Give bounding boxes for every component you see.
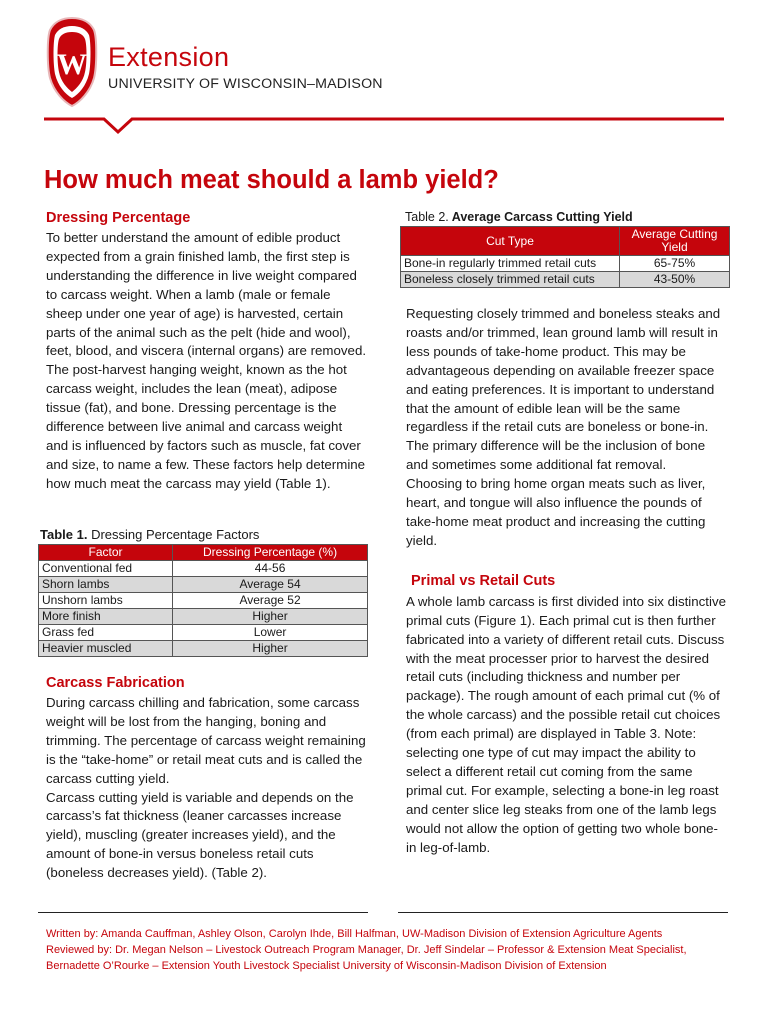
table-cell: Unshorn lambs	[39, 593, 173, 609]
table2-caption	[405, 210, 633, 224]
table-header-cell: Factor	[39, 545, 173, 561]
table-row	[39, 577, 368, 593]
credits-reviewed-by-cont: Bernadette O’Rourke – Extension Youth Livestock Specialist University of Wisconsin-Madison Division of Extension	[46, 960, 607, 972]
crest-letter: W	[57, 48, 87, 81]
carcass-text-2: Carcass cutting yield is variable and depends on the carcass’s fat thickness (leaner carcasses increase yield), muscling (greater increases yield), and the amount of bone-in versus boneless retail cuts (boneless decreases yield). (Table 2).	[46, 789, 354, 881]
brand-name: Extension	[108, 42, 230, 72]
table-cell: Lower	[173, 625, 368, 641]
cutting-yield-table	[400, 226, 730, 288]
carcass-text-1: During carcass chilling and fabrication, some carcass weight will be lost from the hanging, boning and trimming. The percentage of carcass weight remaining is the “take-home” or retail meat cuts and is called the carcass cutting yield.	[46, 695, 366, 786]
table-header-cell: Cut Type	[401, 227, 620, 256]
table-row	[39, 609, 368, 625]
table1-caption	[40, 527, 259, 542]
primal-text: A whole lamb carcass is first divided into six distinctive primal cuts (Figure 1). Each primal cut is then further fabricated into a variety of different retail cuts. Discuss with the meat processer prior to harvest the desired retail cuts (including thickness and number per package). The rough amount of each primal cut (% of the whole carcass) and the possible retail cut choices (from each primal) are displayed in Table 3. Note: selecting one type of cut may impact the ability to select a different retail cut coming from the same primal cut. For example, selecting a bone-in leg roast and center slice leg steaks from one of the lamb legs would not allow the option of getting two whole bone-in leg-of-lamb.	[406, 593, 726, 855]
table-cell: 65-75%	[620, 256, 730, 272]
table-cell: Shorn lambs	[39, 577, 173, 593]
table-cell: Average 52	[173, 593, 368, 609]
table-row	[39, 593, 368, 609]
table-cell: 43-50%	[620, 272, 730, 288]
table-header-row	[39, 545, 368, 561]
table-row	[39, 561, 368, 577]
table-cell: 44-56	[173, 561, 368, 577]
table1-caption-label: Table 1.	[40, 527, 88, 542]
header-rule	[44, 110, 724, 142]
uw-crest-logo	[44, 16, 100, 108]
table-row	[39, 625, 368, 641]
table-row	[401, 256, 730, 272]
table-header-cell: Dressing Percentage (%)	[173, 545, 368, 561]
dressing-factors-table	[38, 544, 368, 657]
table-cell: Boneless closely trimmed retail cuts	[401, 272, 620, 288]
table-cell: Heavier muscled	[39, 641, 173, 657]
table-row	[401, 272, 730, 288]
table-cell: Conventional fed	[39, 561, 173, 577]
credits-reviewed-by: Reviewed by: Dr. Megan Nelson – Livestock Outreach Program Manager, Dr. Jeff Sindelar – Professor & Extension Meat Specialist,	[46, 944, 687, 956]
table-row	[39, 641, 368, 657]
page-title: How much meat should a lamb yield?	[44, 166, 499, 194]
table2-caption-text: Average Carcass Cutting Yield	[448, 210, 633, 224]
table-cell: Grass fed	[39, 625, 173, 641]
dressing-text: To better understand the amount of edible product expected from a grain finished lamb, the first step is understanding the difference in live weight compared to carcass weight. When a lamb (male or female sheep under one year of age) is harvested, certain parts of the animal such as the pelt (hide and wool), feet, blood, and viscera (internal organs) are removed. The post-harvest hanging weight, known as the hot carcass weight, includes the lean (meat), adipose tissue (fat), and bone. Dressing percentage is the difference between live animal and carcass weight and is influenced by factors such as muscle, fat cover and size, to name a few. These factors help determine how much meat the carcass may yield (Table 1).	[46, 230, 367, 491]
table-cell: Bone-in regularly trimmed retail cuts	[401, 256, 620, 272]
table-cell: Higher	[173, 641, 368, 657]
table-cell: Higher	[173, 609, 368, 625]
requesting-text: Requesting closely trimmed and boneless steaks and roasts and/or trimmed, lean ground lamb will result in less pounds of take-home product. This may be advantageous depending on available freezer space and eating preferences. It is important to understand that the amount of edible lean will be the same regardless if the retail cuts are boneless or bone-in. The primary difference will be the inclusion of bone and sometimes some additional fat removal. Choosing to bring home organ meats such as liver, heart, and tongue will also influence the pounds of take-home meat product and increasing the cutting yield.	[406, 306, 721, 548]
credits-written-by: Written by: Amanda Cauffman, Ashley Olson, Carolyn Ihde, Bill Halfman, UW-Madison Division of Extension Agriculture Agents	[46, 928, 663, 940]
brand-subtitle: UNIVERSITY OF WISCONSIN–MADISON	[108, 76, 383, 92]
footer-rule-right	[398, 912, 728, 913]
table2-caption-label: Table 2.	[405, 210, 449, 224]
left-column	[46, 210, 368, 494]
footer-rule-left	[38, 912, 368, 913]
table-cell: Average 54	[173, 577, 368, 593]
primal-heading: Primal vs Retail Cuts	[411, 572, 556, 589]
carcass-heading: Carcass Fabrication	[46, 675, 185, 691]
table1-caption-text: Dressing Percentage Factors	[87, 527, 260, 542]
table-header-row	[401, 227, 730, 256]
dressing-heading: Dressing Percentage	[46, 210, 191, 226]
right-column	[406, 305, 726, 857]
carcass-section	[46, 675, 368, 883]
credits	[46, 926, 726, 974]
table-header-cell: Average Cutting Yield	[620, 227, 730, 256]
table-cell: More finish	[39, 609, 173, 625]
